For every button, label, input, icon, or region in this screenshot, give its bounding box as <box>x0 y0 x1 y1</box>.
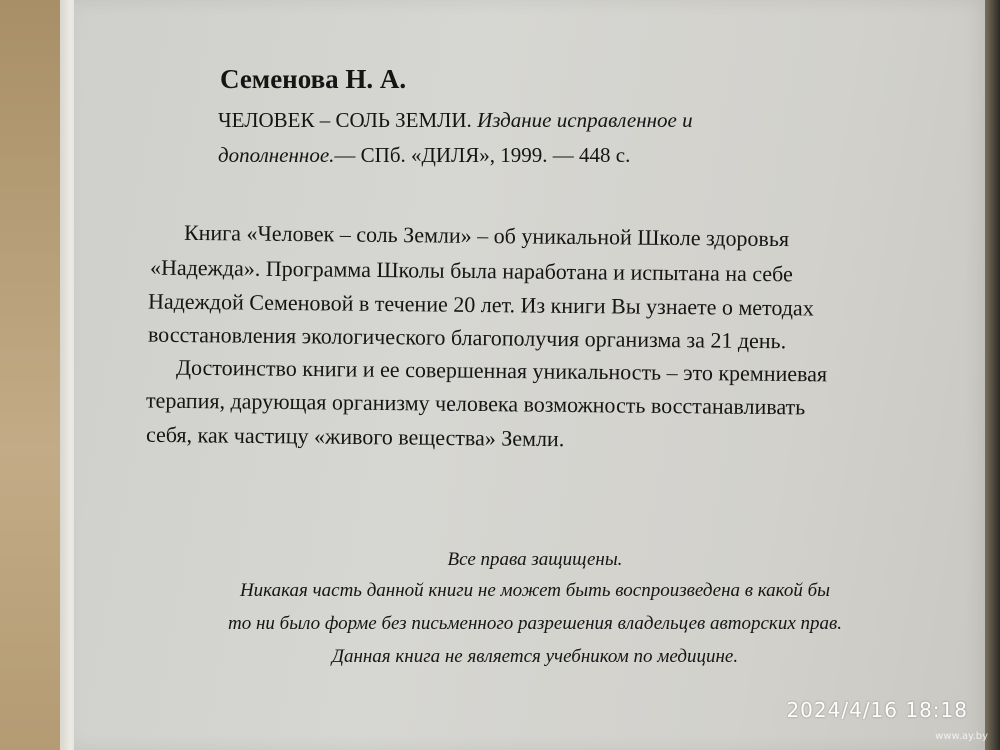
author-name: Семенова Н. А. <box>220 64 407 94</box>
legal-line: Никакая часть данной книги не может быть воспроизведена в какой бы <box>239 580 831 601</box>
biblio-line-2 <box>218 143 630 168</box>
body-line: терапия, дарующая организму человека возможность восстанавливать <box>145 387 806 420</box>
right-edge <box>985 0 1000 750</box>
site-watermark: www.ay.by <box>935 731 988 742</box>
legal-line: Данная книга не является учебником по медицине. <box>331 646 739 667</box>
body-line: Достоинство книги и ее совершенная уникальность – это кремниевая <box>175 354 828 387</box>
body-line: «Надежда». Программа Школы была наработана и испытана на себе <box>149 254 793 287</box>
biblio-title: ЧЕЛОВЕК – СОЛЬ ЗЕМЛИ. <box>218 108 472 132</box>
legal-line: то ни было форме без письменного разрешения владельцев авторских прав. <box>228 613 842 634</box>
legal-line: Все права защищены. <box>447 549 623 570</box>
biblio-line-1 <box>218 108 693 133</box>
biblio-edition-part1: Издание исправленное и <box>477 108 693 132</box>
photo-timestamp: 2024/4/16 18:18 <box>786 698 968 722</box>
body-line: Книга «Человек – соль Земли» – об уникальной Школе здоровья <box>183 219 790 252</box>
biblio-imprint: — СПб. «ДИЛЯ», 1999. — 448 с. <box>334 143 631 167</box>
body-line: Надеждой Семеновой в течение 20 лет. Из книги Вы узнаете о методах <box>147 288 814 321</box>
biblio-edition-part2: дополненное. <box>218 143 335 167</box>
body-line: восстановления экологического благополучия организма за 21 день. <box>147 321 787 354</box>
body-line: себя, как частицу «живого вещества» Земли. <box>145 421 565 452</box>
